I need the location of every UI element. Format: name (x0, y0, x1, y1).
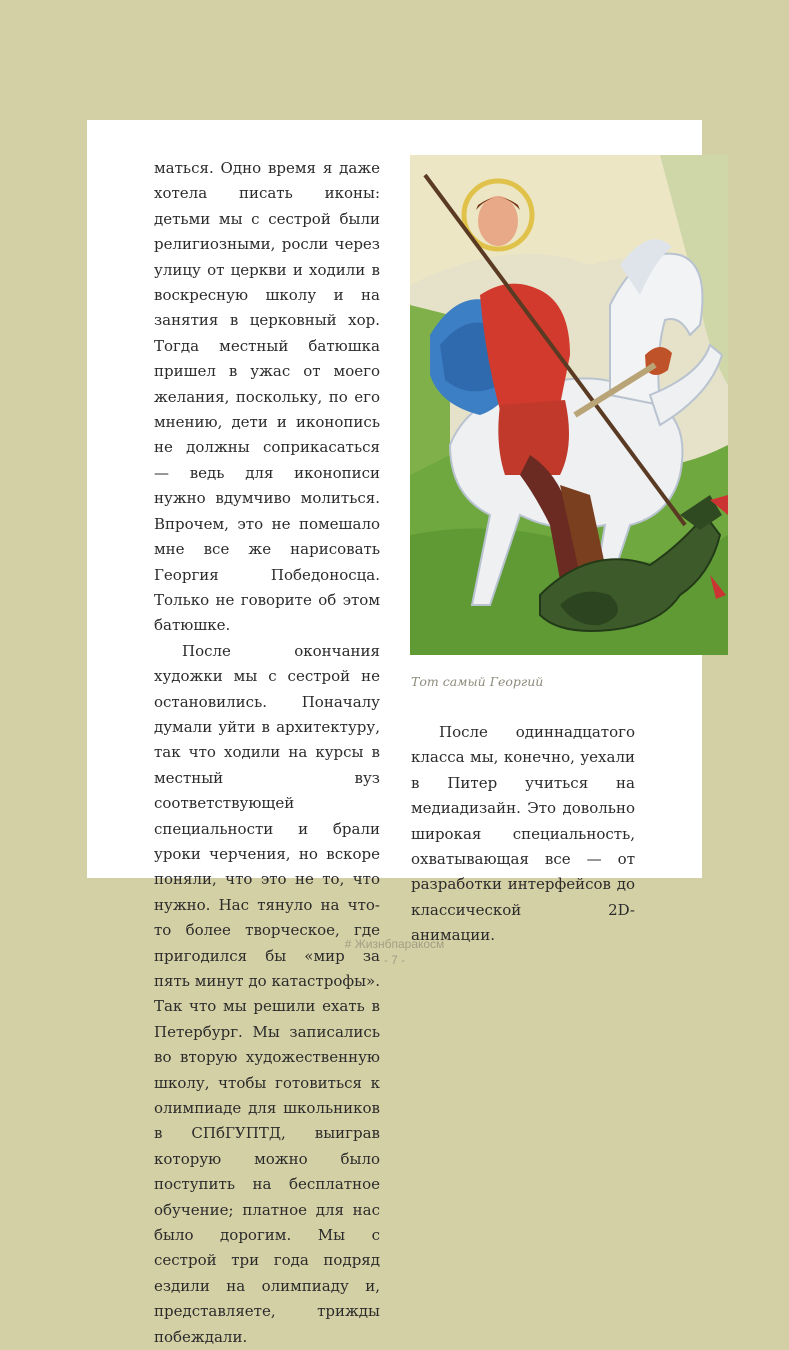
paragraph-1: матьcя. Одно время я даже хотела писать иконы: детьми мы с сестрой были религиозными, росли через улицу от церкви и ходили в воскресную школу и на занятия в церковный хор. Тогда местный батюшка пришел в ужас от моего желания, поскольку, по его мнению, дети и иконопись не должны соприкасаться — ведь для иконописи нужно вдумчиво молиться. Впрочем, это не помешало мне все же нарисовать Георгия Победоносца. Только не говорите об этом батюшке. (154, 159, 380, 635)
footer-tag: # Жизнбпаракосм (344, 937, 445, 951)
painting-image (410, 155, 728, 655)
page-number: - 7 - (383, 953, 406, 967)
page-footer (0, 936, 789, 968)
saint-george-painting (410, 155, 728, 655)
right-text-column (411, 720, 635, 949)
paragraph-3: После одиннадцатого класса мы, конечно, уехали в Питер учиться на медиадизайн. Это довольно широкая специальность, охватывающая все — от разработки интерфейсов до классической 2D-анимации. (411, 723, 635, 945)
figure-caption: Тот самый Георгий (411, 674, 544, 689)
paragraph-2: После окончания художки мы с сестрой не остановились. Поначалу думали уйти в архитектуру, так что ходили на курсы в местный вуз соответствующей специальности и брали уроки черчения, но вскоре поняли, что это не то, что нужно. Нас тянуло на что-то более творческое, где пригодился бы «мир за пять минут до катастрофы». Так что мы решили ехать в Петербург. Мы записались во вторую художественную школу, чтобы готовиться к олимпиаде для школьников в СПбГУПТД, выиграв которую можно было поступить на бесплатное обучение; платное для нас было дорогим. Мы с сестрой три года подряд ездили на олимпиаду и, представляете, трижды побеждали. (154, 641, 380, 1346)
left-text-column (154, 156, 380, 1350)
